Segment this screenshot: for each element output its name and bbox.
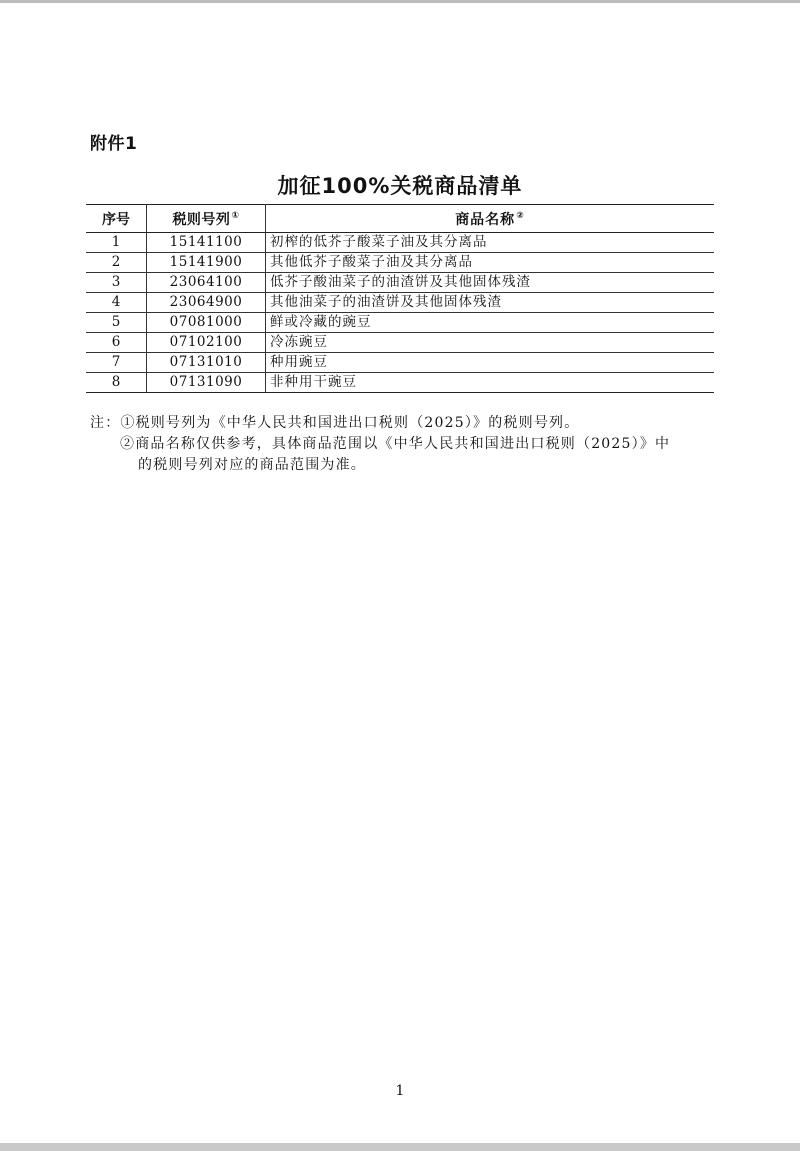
note-line-1: 注：①税则号列为《中华人民共和国进出口税则（2025）》的税则号列。: [90, 415, 580, 431]
row-seq: 5: [86, 313, 147, 333]
row-code: 15141900: [147, 253, 266, 273]
row-seq: 8: [86, 373, 147, 393]
page-number: 1: [395, 1083, 405, 1099]
row-code: 07102100: [147, 333, 266, 353]
row-name: 其他低芥子酸菜子油及其分离品: [266, 253, 715, 273]
header-code: 税则号列①: [147, 205, 266, 233]
row-seq: 7: [86, 353, 147, 373]
note-line-3: 的税则号列对应的商品范围为准。: [138, 457, 366, 473]
table-row: [86, 333, 714, 353]
note-line-2: ②商品名称仅供参考，具体商品范围以《中华人民共和国进出口税则（2025）》中: [120, 436, 671, 452]
header-seq: 序号: [86, 205, 147, 233]
row-seq: 1: [86, 233, 147, 253]
table-header-row: [86, 205, 714, 233]
footnote-mark-2: ②: [516, 210, 525, 221]
table-row: [86, 313, 714, 333]
table-row: [86, 253, 714, 273]
row-code: 07131090: [147, 373, 266, 393]
table-row: [86, 273, 714, 293]
tariff-table: [86, 204, 714, 393]
row-name: 鲜或冷藏的豌豆: [266, 313, 715, 333]
row-name: 冷冻豌豆: [266, 333, 715, 353]
row-code: 07081000: [147, 313, 266, 333]
table-row: [86, 373, 714, 393]
row-code: 23064900: [147, 293, 266, 313]
row-code: 15141100: [147, 233, 266, 253]
row-name: 低芥子酸油菜子的油渣饼及其他固体残渣: [266, 273, 715, 293]
row-seq: 4: [86, 293, 147, 313]
row-seq: 6: [86, 333, 147, 353]
row-name: 其他油菜子的油渣饼及其他固体残渣: [266, 293, 715, 313]
row-seq: 3: [86, 273, 147, 293]
row-name: 种用豌豆: [266, 353, 715, 373]
table-row: [86, 353, 714, 373]
row-code: 07131010: [147, 353, 266, 373]
row-name: 初榨的低芥子酸菜子油及其分离品: [266, 233, 715, 253]
table-row: [86, 233, 714, 253]
header-name: 商品名称②: [266, 205, 715, 233]
row-name: 非种用干豌豆: [266, 373, 715, 393]
row-code: 23064100: [147, 273, 266, 293]
attachment-label: 附件1: [90, 134, 138, 154]
footnote-mark-1: ①: [231, 210, 240, 221]
row-seq: 2: [86, 253, 147, 273]
table-row: [86, 293, 714, 313]
document-title: 加征100%关税商品清单: [277, 174, 523, 198]
notes: [90, 413, 710, 476]
